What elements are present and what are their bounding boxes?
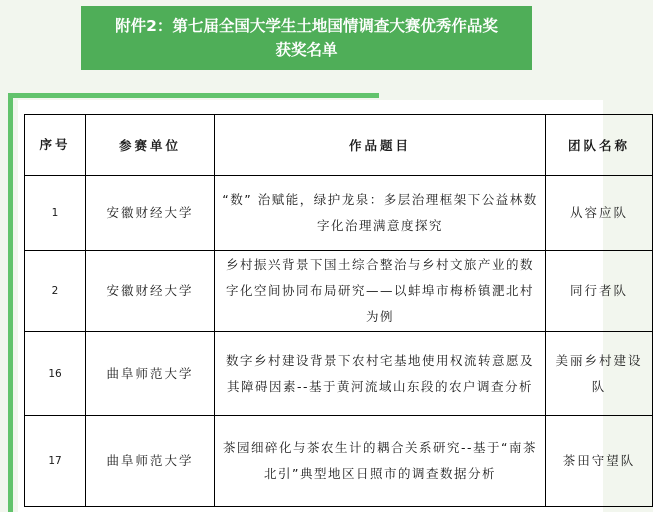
row-title: 乡村振兴背景下国土综合整治与乡村文旅产业的数字化空间协同布局研究——以蚌埠市梅桥镇淝北村为例 [215,251,546,332]
decorative-accent-line-vertical [8,93,13,512]
row-unit: 安徽财经大学 [86,176,215,251]
table-row [25,251,653,332]
row-team: 美丽乡村建设队 [546,332,653,416]
awards-table [24,114,653,507]
page-title-line-1: 附件2：第七届全国大学生土地国情调查大赛优秀作品奖 [115,17,498,35]
row-team: 同行者队 [546,251,653,332]
row-no: 16 [25,332,86,416]
row-no: 2 [25,251,86,332]
row-unit: 曲阜师范大学 [86,332,215,416]
page-title-line-2: 获奖名单 [275,41,338,59]
page-title-banner [81,6,532,70]
row-title: “数” 治赋能，绿护龙泉：多层治理框架下公益林数字化治理满意度探究 [215,176,546,251]
row-title: 数字乡村建设背景下农村宅基地使用权流转意愿及其障碍因素--基于黄河流域山东段的农户调查分析 [215,332,546,416]
header-no: 序号 [25,115,86,176]
row-no: 1 [25,176,86,251]
header-team: 团队名称 [546,115,653,176]
row-unit: 安徽财经大学 [86,251,215,332]
table-row [25,332,653,416]
row-no: 17 [25,416,86,507]
row-unit: 曲阜师范大学 [86,416,215,507]
header-title: 作品题目 [215,115,546,176]
table-header-row [25,115,653,176]
table-row [25,176,653,251]
header-unit: 参赛单位 [86,115,215,176]
row-title: 茶园细碎化与茶农生计的耦合关系研究--基于“南茶北引”典型地区日照市的调查数据分析 [215,416,546,507]
row-team: 茶田守望队 [546,416,653,507]
row-team: 从容应队 [546,176,653,251]
table-row [25,416,653,507]
decorative-accent-line-horizontal [8,93,379,98]
